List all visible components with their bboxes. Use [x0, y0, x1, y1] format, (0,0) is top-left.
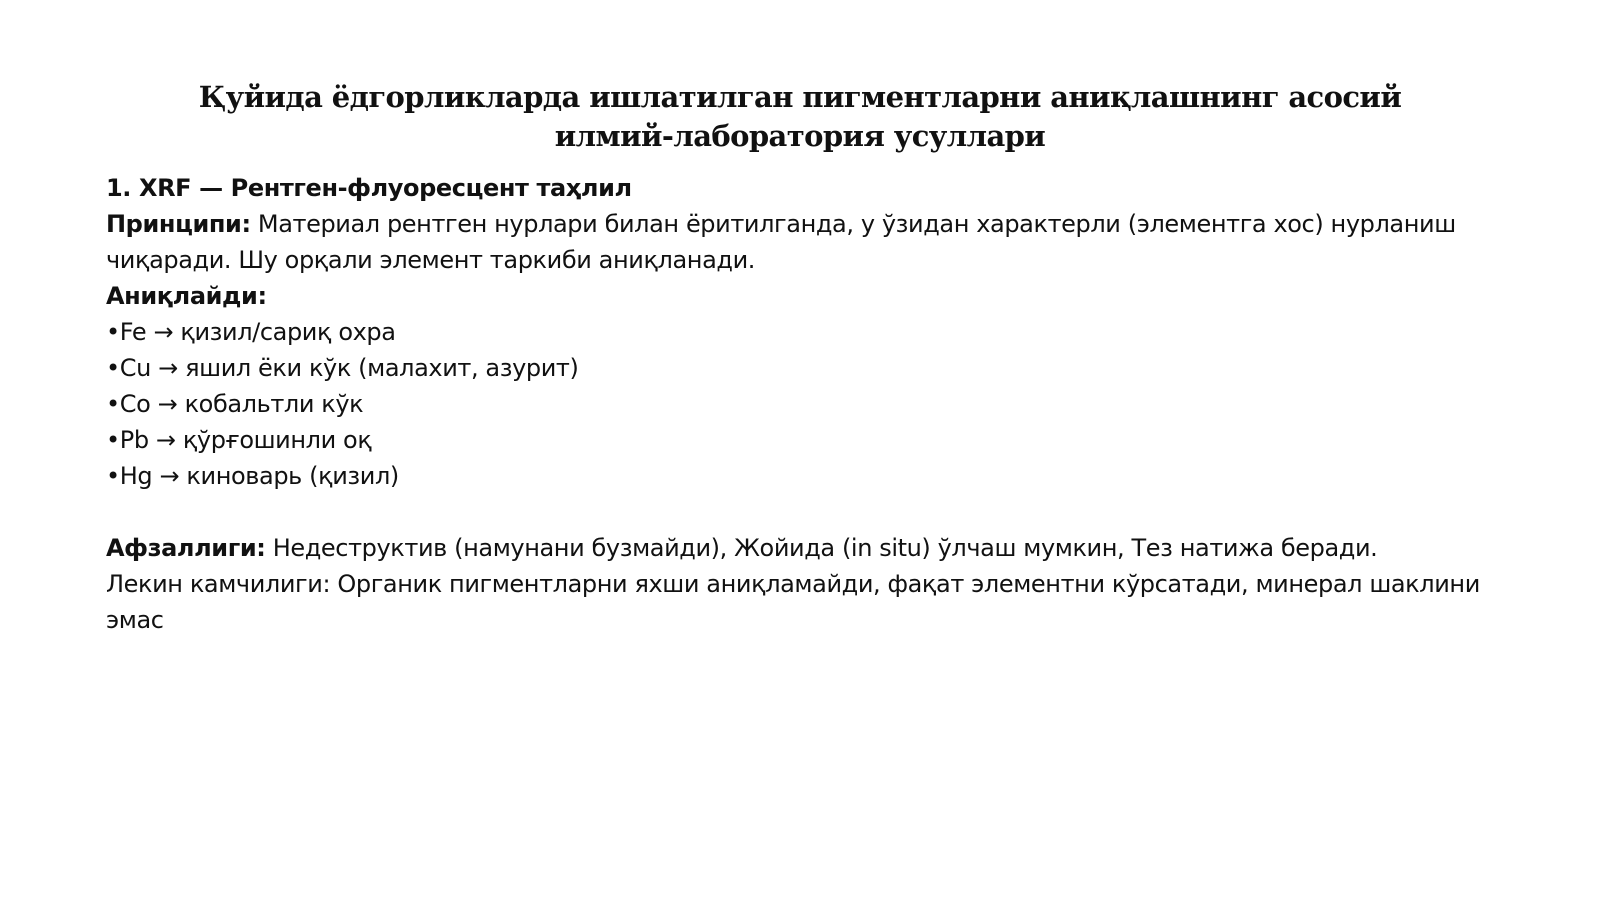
list-item: •Pb → қўрғошинли оқ	[106, 426, 372, 454]
principle-label: Принципи:	[106, 210, 251, 238]
list-item: •Fe → қизил/сариқ охра	[106, 318, 396, 346]
slide-body	[106, 170, 1506, 638]
advantages-text: Недеструктив (намунани бузмайди), Жойида (in situ) ўлчаш мумкин, Тез натижа беради.	[265, 534, 1378, 562]
detects-label: Аниқлайди:	[106, 282, 267, 310]
slide-title	[150, 78, 1450, 156]
drawbacks-paragraph: Лекин камчилиги: Органик пигментларни яхши аниқламайди, фақат элементни кўрсатади, минерал шаклини эмас	[106, 570, 1480, 634]
list-item: •Co → кобальтли кўк	[106, 390, 364, 418]
slide-title-line1: Қуйида ёдгорликларда ишлатилган пигментларни аниқлашнинг асосий	[198, 80, 1402, 114]
list-item: •Cu → яшил ёки кўк (малахит, азурит)	[106, 354, 579, 382]
slide-title-line2: илмий-лаборатория усуллари	[554, 119, 1046, 153]
advantages-paragraph	[106, 530, 1506, 566]
advantages-label: Афзаллиги:	[106, 534, 266, 562]
principle-text: Материал рентген нурлари билан ёритилганда, у ўзидан характерли (элементга хос) нурланиш чиқаради. Шу орқали элемент таркиби аниқланади.	[106, 210, 1456, 274]
section-heading: 1. XRF — Рентген-флуоресцент таҳлил	[106, 174, 632, 202]
principle-paragraph	[106, 206, 1486, 278]
list-item: •Hg → киноварь (қизил)	[106, 462, 399, 490]
spacer	[106, 494, 1506, 530]
